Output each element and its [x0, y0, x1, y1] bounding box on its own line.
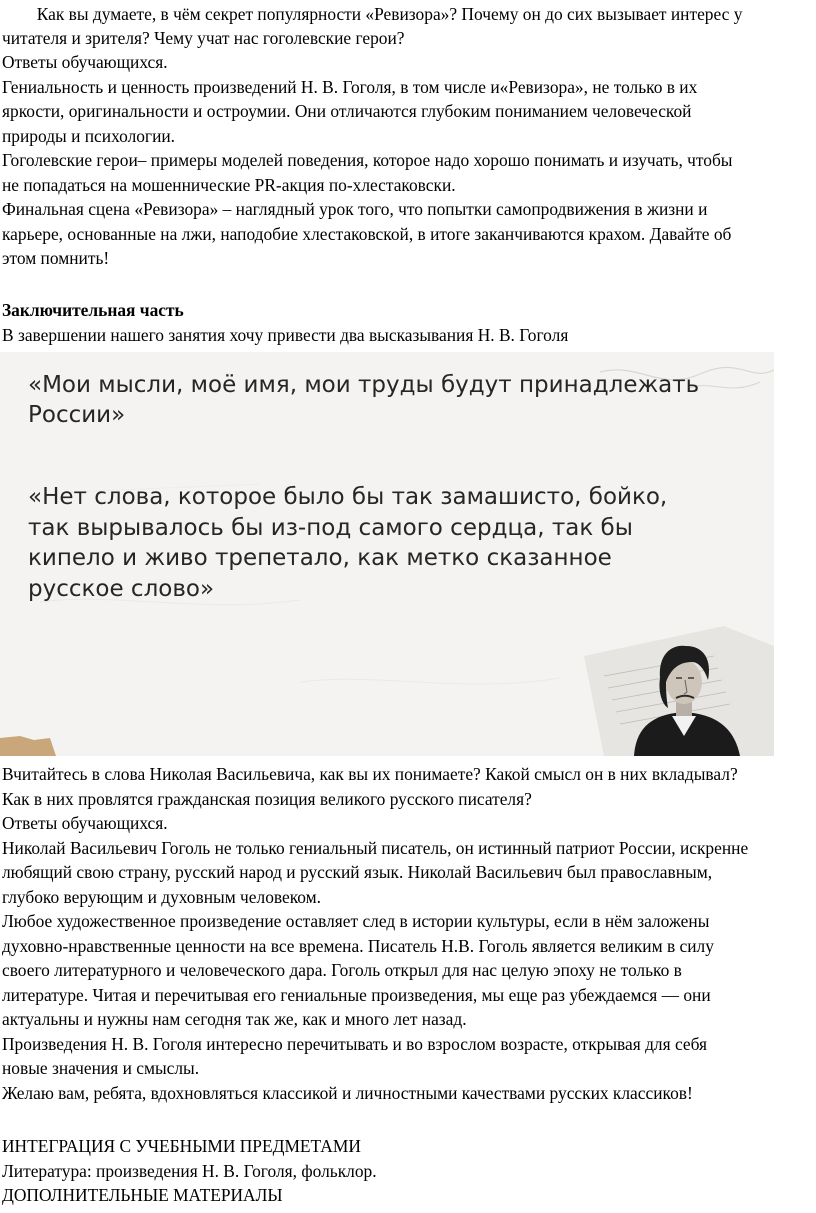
paragraph-line: Финальная сцена «Ревизора» – наглядный урок того, что попытки самопродвижения в жизни и: [2, 199, 708, 219]
paragraph-line: духовно-нравственные ценности на все времена. Писатель Н.В. Гоголь является великим в силу: [2, 936, 714, 956]
integration-heading: ИНТЕГРАЦИЯ С УЧЕБНЫМИ ПРЕДМЕТАМИ: [2, 1136, 361, 1156]
quote-line: «Нет слова, которое было бы так замашисто, бойко,: [28, 484, 668, 510]
paragraph-line: этом помнить!: [2, 248, 110, 268]
quote-line: так вырывалось бы из-под самого сердца, так бы: [28, 515, 633, 541]
paragraph-line: новые значения и смыслы.: [2, 1058, 200, 1078]
paragraph-line: не попадаться на мошеннические PR-акция по-хлестаковски.: [2, 175, 456, 195]
quote-line: кипело и живо трепетало, как метко сказанное: [28, 545, 612, 571]
gogol-portrait: [574, 616, 774, 756]
paragraph-line: актуальны и нужны нам сегодня так же, как и много лет назад.: [2, 1009, 467, 1029]
section-heading: Заключительная часть: [2, 300, 184, 320]
paragraph-line: Любое художественное произведение оставляет след в истории культуры, если в нём заложены: [2, 911, 710, 931]
paragraph-line: глубоко верующим и духовным человеком.: [2, 887, 322, 907]
paragraph-line: карьере, основанные на лжи, наподобие хлестаковской, в итоге заканчиваются крахом. Давайте об: [2, 224, 732, 244]
quote-line: русское слово»: [28, 576, 215, 602]
paragraph-line: своего литературного и человеческого дара. Гоголь открыл для нас целую эпоху не только в: [2, 960, 682, 980]
paragraph-line: Как в них провлятся гражданская позиция великого русского писателя?: [2, 789, 532, 809]
torn-paper-decoration: [0, 726, 60, 756]
quote-line: России»: [28, 402, 126, 428]
paragraph-line: литературе. Читая и перечитывая его гениальные произведения, мы еще раз убеждаемся — они: [2, 985, 711, 1005]
paragraph-line: Желаю вам, ребята, вдохновляться классикой и личностными качествами русских классиков!: [2, 1083, 693, 1103]
paragraph-line: Ответы обучающихся.: [2, 813, 168, 833]
paragraph-line: Произведения Н. В. Гоголя интересно перечитывать и во взрослом возрасте, открывая для себя: [2, 1034, 708, 1054]
paragraph-line: природы и психологии.: [2, 126, 176, 146]
paragraph-line: любящий свою страну, русский народ и русский язык. Николай Васильевич был православным,: [2, 862, 713, 882]
paragraph-line: Гениальность и ценность произведений Н. В. Гоголя, в том числе и«Ревизора», не только в их: [2, 77, 698, 97]
paragraph-line: Вчитайтесь в слова Николая Васильевича, как вы их понимаете? Какой смысл он в них вкладывал?: [2, 764, 738, 784]
intro-line: В завершении нашего занятия хочу привести два высказывания Н. В. Гоголя: [2, 325, 569, 345]
integration-text: Литература: произведения Н. В. Гоголя, фольклор.: [2, 1161, 377, 1181]
paragraph-line: Николай Васильевич Гоголь не только гениальный писатель, он истинный патриот России, искренне: [2, 838, 749, 858]
paragraph-line: читателя и зрителя? Чему учат нас гоголевские герои?: [2, 28, 405, 48]
paragraph-line: Ответы обучающихся.: [2, 52, 168, 72]
additional-heading: ДОПОЛНИТЕЛЬНЫЕ МАТЕРИАЛЫ: [2, 1185, 283, 1205]
paragraph-line: яркости, оригинальности и остроумии. Они отличаются глубоким пониманием человеческой: [2, 101, 692, 121]
gogol-quotes-slide: [0, 352, 774, 756]
paragraph-line: Гоголевские герои– примеры моделей поведения, которое надо хорошо понимать и изучать, чтобы: [2, 150, 733, 170]
quote-line: «Мои мысли, моё имя, мои труды будут принадлежать: [28, 372, 700, 398]
paragraph-line: Как вы думаете, в чём секрет популярности «Ревизора»? Почему он до сих вызывает интерес у: [2, 4, 743, 24]
